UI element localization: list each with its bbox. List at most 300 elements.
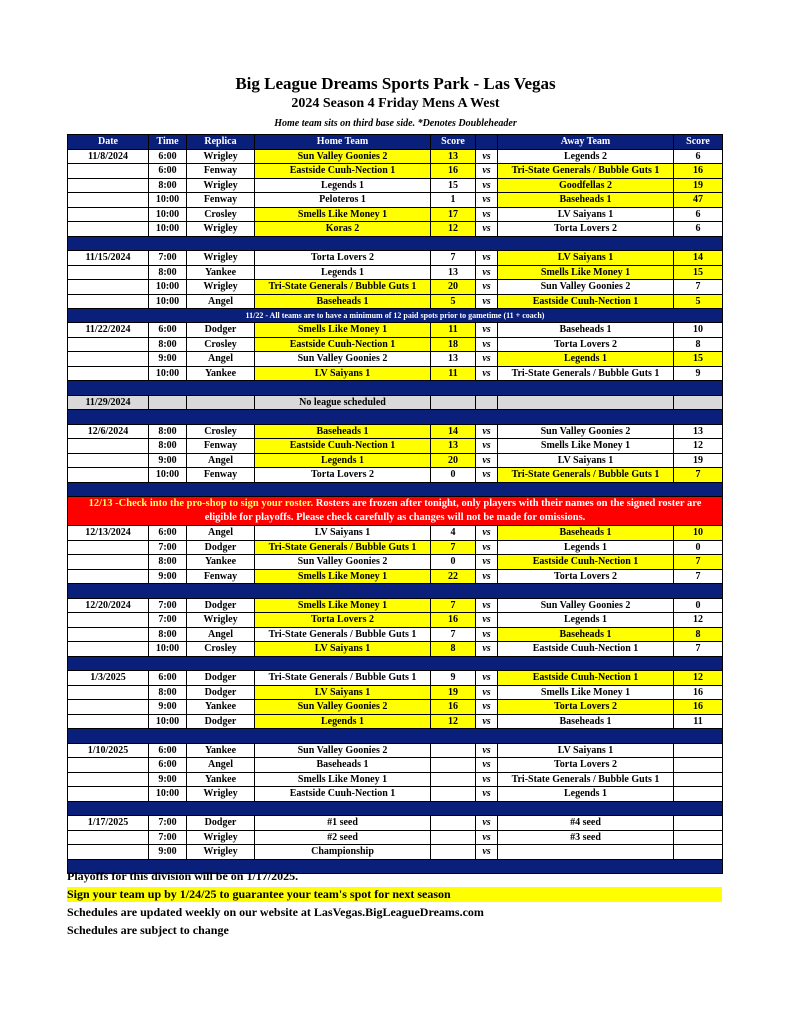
away-score xyxy=(674,758,723,773)
game-date xyxy=(68,627,149,642)
game-time: 7:00 xyxy=(149,598,187,613)
game-date xyxy=(68,772,149,787)
game-replica: Yankee xyxy=(187,555,255,570)
spacer-cell xyxy=(68,656,723,671)
game-time: 10:00 xyxy=(149,207,187,222)
game-row xyxy=(68,714,723,729)
home-score: 20 xyxy=(431,453,476,468)
header-date: Date xyxy=(68,135,149,150)
game-time: 8:00 xyxy=(149,337,187,352)
home-team: Sun Valley Goonies 2 xyxy=(255,743,431,758)
game-replica: Yankee xyxy=(187,265,255,280)
roster-alert-text: Rosters are frozen after tonight, only players with their names on the signed roster are eligible for playoffs. Please check carefully as changes will not be made for omissions. xyxy=(204,498,702,523)
away-score: 16 xyxy=(674,164,723,179)
away-team: #3 seed xyxy=(498,830,674,845)
game-replica: Dodger xyxy=(187,540,255,555)
away-score: 47 xyxy=(674,193,723,208)
home-team: LV Saiyans 1 xyxy=(255,526,431,541)
game-date xyxy=(68,439,149,454)
spacer-cell xyxy=(68,410,723,425)
game-row xyxy=(68,294,723,309)
header-away-team: Away Team xyxy=(498,135,674,150)
vs-label: vs xyxy=(476,540,498,555)
game-date xyxy=(68,280,149,295)
game-replica: Fenway xyxy=(187,193,255,208)
home-team: Tri-State Generals / Bubble Guts 1 xyxy=(255,280,431,295)
game-row xyxy=(68,772,723,787)
game-row xyxy=(68,540,723,555)
game-replica: Angel xyxy=(187,352,255,367)
game-time: 8:00 xyxy=(149,627,187,642)
game-replica: Dodger xyxy=(187,714,255,729)
game-replica: Angel xyxy=(187,526,255,541)
away-score xyxy=(674,772,723,787)
away-team: LV Saiyans 1 xyxy=(498,453,674,468)
away-team: LV Saiyans 1 xyxy=(498,251,674,266)
spacer-row xyxy=(68,584,723,599)
vs-label: vs xyxy=(476,424,498,439)
home-team: Smells Like Money 1 xyxy=(255,569,431,584)
vs-label: vs xyxy=(476,366,498,381)
home-score: 16 xyxy=(431,700,476,715)
game-replica: Yankee xyxy=(187,366,255,381)
game-time: 6:00 xyxy=(149,743,187,758)
home-score: 4 xyxy=(431,526,476,541)
game-time: 7:00 xyxy=(149,540,187,555)
home-score: 7 xyxy=(431,627,476,642)
game-date xyxy=(68,830,149,845)
game-replica: Wrigley xyxy=(187,787,255,802)
home-team-note: Home team sits on third base side. *Denotes Doubleheader xyxy=(274,118,517,129)
game-date xyxy=(68,758,149,773)
game-date xyxy=(68,222,149,237)
no-games-row xyxy=(68,395,723,410)
game-time: 8:00 xyxy=(149,265,187,280)
game-date xyxy=(68,294,149,309)
game-date xyxy=(68,845,149,860)
away-score: 10 xyxy=(674,323,723,338)
home-team: Eastside Cuuh-Nection 1 xyxy=(255,787,431,802)
game-row xyxy=(68,526,723,541)
home-score xyxy=(431,743,476,758)
game-date: 1/10/2025 xyxy=(68,743,149,758)
notice-text: 11/22 - All teams are to have a minimum of 12 paid spots prior to gametime (11 + coach) xyxy=(68,309,723,323)
home-team: Peloteros 1 xyxy=(255,193,431,208)
game-time: 10:00 xyxy=(149,366,187,381)
spacer-cell xyxy=(68,729,723,744)
away-score: 6 xyxy=(674,149,723,164)
game-replica: Angel xyxy=(187,294,255,309)
home-score: 11 xyxy=(431,323,476,338)
game-replica: Crosley xyxy=(187,337,255,352)
away-score: 9 xyxy=(674,366,723,381)
game-date xyxy=(68,352,149,367)
away-team: Tri-State Generals / Bubble Guts 1 xyxy=(498,772,674,787)
away-team: Tri-State Generals / Bubble Guts 1 xyxy=(498,468,674,483)
game-replica: Wrigley xyxy=(187,830,255,845)
game-date xyxy=(68,178,149,193)
vs-label: vs xyxy=(476,526,498,541)
game-date xyxy=(68,714,149,729)
game-row xyxy=(68,439,723,454)
header-replica: Replica xyxy=(187,135,255,150)
empty-cell xyxy=(674,395,723,410)
home-team: LV Saiyans 1 xyxy=(255,642,431,657)
away-team: Eastside Cuuh-Nection 1 xyxy=(498,671,674,686)
home-team: LV Saiyans 1 xyxy=(255,366,431,381)
game-row xyxy=(68,845,723,860)
away-score: 7 xyxy=(674,280,723,295)
home-team: Baseheads 1 xyxy=(255,758,431,773)
game-time: 10:00 xyxy=(149,193,187,208)
vs-label: vs xyxy=(476,251,498,266)
away-score: 6 xyxy=(674,207,723,222)
home-score: 13 xyxy=(431,439,476,454)
schedule-table xyxy=(67,134,723,874)
vs-label: vs xyxy=(476,772,498,787)
spacer-cell xyxy=(68,236,723,251)
home-score: 13 xyxy=(431,265,476,280)
home-team: Tri-State Generals / Bubble Guts 1 xyxy=(255,540,431,555)
game-date xyxy=(68,540,149,555)
game-date: 12/20/2024 xyxy=(68,598,149,613)
game-time: 10:00 xyxy=(149,468,187,483)
subject-note: Schedules are subject to change xyxy=(67,923,229,937)
header-vs xyxy=(476,135,498,150)
away-team: #4 seed xyxy=(498,816,674,831)
home-team: Tri-State Generals / Bubble Guts 1 xyxy=(255,671,431,686)
home-score: 5 xyxy=(431,294,476,309)
game-time: 7:00 xyxy=(149,830,187,845)
game-time: 6:00 xyxy=(149,164,187,179)
home-score: 20 xyxy=(431,280,476,295)
home-score xyxy=(431,845,476,860)
game-row xyxy=(68,598,723,613)
vs-label: vs xyxy=(476,598,498,613)
home-score: 1 xyxy=(431,193,476,208)
game-date xyxy=(68,787,149,802)
game-replica: Wrigley xyxy=(187,845,255,860)
game-time: 10:00 xyxy=(149,294,187,309)
game-date xyxy=(68,207,149,222)
game-row xyxy=(68,251,723,266)
vs-label: vs xyxy=(476,700,498,715)
game-time: 9:00 xyxy=(149,569,187,584)
game-row xyxy=(68,743,723,758)
roster-alert-lead: 12/13 -Check into the pro-shop to sign your roster. xyxy=(88,498,314,509)
home-score: 0 xyxy=(431,555,476,570)
home-score: 9 xyxy=(431,671,476,686)
away-score: 0 xyxy=(674,598,723,613)
game-row xyxy=(68,685,723,700)
away-team: Torta Lovers 2 xyxy=(498,337,674,352)
away-score: 7 xyxy=(674,642,723,657)
game-time: 6:00 xyxy=(149,758,187,773)
empty-cell xyxy=(431,395,476,410)
vs-label: vs xyxy=(476,642,498,657)
game-time: 8:00 xyxy=(149,555,187,570)
vs-label: vs xyxy=(476,453,498,468)
home-team: Smells Like Money 1 xyxy=(255,207,431,222)
game-replica: Yankee xyxy=(187,743,255,758)
away-score: 14 xyxy=(674,251,723,266)
game-time: 7:00 xyxy=(149,816,187,831)
away-score: 5 xyxy=(674,294,723,309)
home-team: Legends 1 xyxy=(255,178,431,193)
home-team: Smells Like Money 1 xyxy=(255,323,431,338)
home-team: Baseheads 1 xyxy=(255,424,431,439)
home-score: 7 xyxy=(431,540,476,555)
home-team: Legends 1 xyxy=(255,453,431,468)
vs-label: vs xyxy=(476,787,498,802)
home-score xyxy=(431,830,476,845)
vs-label: vs xyxy=(476,845,498,860)
vs-label: vs xyxy=(476,193,498,208)
home-score xyxy=(431,772,476,787)
game-time: 9:00 xyxy=(149,845,187,860)
away-score: 15 xyxy=(674,265,723,280)
game-date xyxy=(68,265,149,280)
vs-label: vs xyxy=(476,671,498,686)
home-score: 17 xyxy=(431,207,476,222)
away-score: 11 xyxy=(674,714,723,729)
game-replica: Wrigley xyxy=(187,251,255,266)
game-replica: Dodger xyxy=(187,598,255,613)
home-team: #2 seed xyxy=(255,830,431,845)
away-team: Smells Like Money 1 xyxy=(498,685,674,700)
roster-alert-row xyxy=(68,497,723,526)
game-date xyxy=(68,453,149,468)
away-team: Torta Lovers 2 xyxy=(498,758,674,773)
game-row xyxy=(68,222,723,237)
game-date xyxy=(68,193,149,208)
game-date xyxy=(68,700,149,715)
away-team: Baseheads 1 xyxy=(498,193,674,208)
game-time: 9:00 xyxy=(149,453,187,468)
game-time: 8:00 xyxy=(149,439,187,454)
vs-label: vs xyxy=(476,294,498,309)
game-date xyxy=(68,555,149,570)
vs-label: vs xyxy=(476,178,498,193)
game-time: 8:00 xyxy=(149,685,187,700)
game-replica: Crosley xyxy=(187,642,255,657)
away-score: 16 xyxy=(674,685,723,700)
header-time: Time xyxy=(149,135,187,150)
game-replica: Crosley xyxy=(187,207,255,222)
game-replica: Crosley xyxy=(187,424,255,439)
spacer-row xyxy=(68,656,723,671)
game-date xyxy=(68,468,149,483)
away-score: 10 xyxy=(674,526,723,541)
away-team: Eastside Cuuh-Nection 1 xyxy=(498,294,674,309)
away-team: Smells Like Money 1 xyxy=(498,265,674,280)
away-team: Tri-State Generals / Bubble Guts 1 xyxy=(498,366,674,381)
home-team: Championship xyxy=(255,845,431,860)
home-team: Smells Like Money 1 xyxy=(255,772,431,787)
game-time: 6:00 xyxy=(149,323,187,338)
page-title: Big League Dreams Sports Park - Las Vegas xyxy=(235,74,556,93)
away-team: LV Saiyans 1 xyxy=(498,743,674,758)
game-replica: Angel xyxy=(187,453,255,468)
away-score: 6 xyxy=(674,222,723,237)
game-date xyxy=(68,569,149,584)
game-row xyxy=(68,424,723,439)
game-row xyxy=(68,671,723,686)
game-row xyxy=(68,265,723,280)
empty-cell xyxy=(498,395,674,410)
home-score: 18 xyxy=(431,337,476,352)
home-team: Eastside Cuuh-Nection 1 xyxy=(255,337,431,352)
game-row xyxy=(68,758,723,773)
home-score: 0 xyxy=(431,468,476,483)
home-team: Eastside Cuuh-Nection 1 xyxy=(255,164,431,179)
away-score: 19 xyxy=(674,178,723,193)
home-team: Tri-State Generals / Bubble Guts 1 xyxy=(255,627,431,642)
home-team: Torta Lovers 2 xyxy=(255,251,431,266)
vs-label: vs xyxy=(476,265,498,280)
game-replica: Angel xyxy=(187,758,255,773)
no-games-text: No league scheduled xyxy=(255,395,431,410)
game-row xyxy=(68,207,723,222)
game-date: 11/8/2024 xyxy=(68,149,149,164)
vs-label: vs xyxy=(476,164,498,179)
game-time: 10:00 xyxy=(149,280,187,295)
game-date xyxy=(68,366,149,381)
game-replica: Dodger xyxy=(187,816,255,831)
game-time: 7:00 xyxy=(149,613,187,628)
game-row xyxy=(68,352,723,367)
vs-label: vs xyxy=(476,207,498,222)
game-row xyxy=(68,178,723,193)
away-team: Baseheads 1 xyxy=(498,627,674,642)
home-score xyxy=(431,787,476,802)
game-replica: Wrigley xyxy=(187,280,255,295)
home-score: 22 xyxy=(431,569,476,584)
away-score: 8 xyxy=(674,337,723,352)
home-team: Sun Valley Goonies 2 xyxy=(255,149,431,164)
game-date: 11/22/2024 xyxy=(68,323,149,338)
spacer-row xyxy=(68,729,723,744)
game-date: 1/17/2025 xyxy=(68,816,149,831)
game-replica: Yankee xyxy=(187,700,255,715)
empty-cell xyxy=(149,395,187,410)
vs-label: vs xyxy=(476,280,498,295)
home-team: Eastside Cuuh-Nection 1 xyxy=(255,439,431,454)
game-time: 6:00 xyxy=(149,526,187,541)
home-score: 15 xyxy=(431,178,476,193)
away-team: Torta Lovers 2 xyxy=(498,700,674,715)
vs-label: vs xyxy=(476,758,498,773)
page-subtitle: 2024 Season 4 Friday Mens A West xyxy=(291,96,500,111)
away-score: 19 xyxy=(674,453,723,468)
game-date xyxy=(68,613,149,628)
away-score xyxy=(674,816,723,831)
header-home-team: Home Team xyxy=(255,135,431,150)
game-time: 6:00 xyxy=(149,149,187,164)
vs-label: vs xyxy=(476,816,498,831)
game-time: 9:00 xyxy=(149,352,187,367)
game-date: 12/13/2024 xyxy=(68,526,149,541)
vs-label: vs xyxy=(476,222,498,237)
away-team: Baseheads 1 xyxy=(498,323,674,338)
game-time: 6:00 xyxy=(149,671,187,686)
away-score: 12 xyxy=(674,613,723,628)
game-row xyxy=(68,280,723,295)
vs-label: vs xyxy=(476,685,498,700)
spacer-row xyxy=(68,236,723,251)
game-row xyxy=(68,627,723,642)
home-team: Torta Lovers 2 xyxy=(255,468,431,483)
game-row xyxy=(68,193,723,208)
home-team: Legends 1 xyxy=(255,714,431,729)
empty-cell xyxy=(476,395,498,410)
game-date: 11/29/2024 xyxy=(68,395,149,410)
game-row xyxy=(68,337,723,352)
header-away-score: Score xyxy=(674,135,723,150)
home-team: #1 seed xyxy=(255,816,431,831)
home-score: 7 xyxy=(431,251,476,266)
away-team: Legends 1 xyxy=(498,787,674,802)
spacer-cell xyxy=(68,381,723,396)
away-team: Sun Valley Goonies 2 xyxy=(498,280,674,295)
game-row xyxy=(68,569,723,584)
website-note: Schedules are updated weekly on our website at LasVegas.BigLeagueDreams.com xyxy=(67,905,484,919)
game-date xyxy=(68,685,149,700)
game-replica: Wrigley xyxy=(187,222,255,237)
vs-label: vs xyxy=(476,714,498,729)
away-score: 7 xyxy=(674,555,723,570)
home-team: Torta Lovers 2 xyxy=(255,613,431,628)
away-team: LV Saiyans 1 xyxy=(498,207,674,222)
home-score: 14 xyxy=(431,424,476,439)
game-replica: Angel xyxy=(187,627,255,642)
away-team: Baseheads 1 xyxy=(498,526,674,541)
game-time: 10:00 xyxy=(149,787,187,802)
vs-label: vs xyxy=(476,468,498,483)
home-team: Sun Valley Goonies 2 xyxy=(255,555,431,570)
vs-label: vs xyxy=(476,569,498,584)
table-header-row xyxy=(68,135,723,150)
game-row xyxy=(68,323,723,338)
signup-note: Sign your team up by 1/24/25 to guarantee your team's spot for next season xyxy=(67,887,722,902)
game-replica: Fenway xyxy=(187,468,255,483)
away-team: Smells Like Money 1 xyxy=(498,439,674,454)
home-score xyxy=(431,816,476,831)
game-time: 8:00 xyxy=(149,424,187,439)
home-score: 16 xyxy=(431,613,476,628)
away-score: 15 xyxy=(674,352,723,367)
game-date xyxy=(68,164,149,179)
away-score: 7 xyxy=(674,569,723,584)
home-team: Baseheads 1 xyxy=(255,294,431,309)
game-date: 11/15/2024 xyxy=(68,251,149,266)
away-team: Legends 1 xyxy=(498,613,674,628)
game-date: 1/3/2025 xyxy=(68,671,149,686)
vs-label: vs xyxy=(476,613,498,628)
away-team xyxy=(498,845,674,860)
game-row xyxy=(68,164,723,179)
empty-cell xyxy=(187,395,255,410)
header-home-score: Score xyxy=(431,135,476,150)
roster-alert xyxy=(68,497,723,526)
game-time: 10:00 xyxy=(149,642,187,657)
away-team: Baseheads 1 xyxy=(498,714,674,729)
game-row xyxy=(68,453,723,468)
home-score: 13 xyxy=(431,352,476,367)
vs-label: vs xyxy=(476,830,498,845)
away-team: Eastside Cuuh-Nection 1 xyxy=(498,642,674,657)
game-row xyxy=(68,816,723,831)
